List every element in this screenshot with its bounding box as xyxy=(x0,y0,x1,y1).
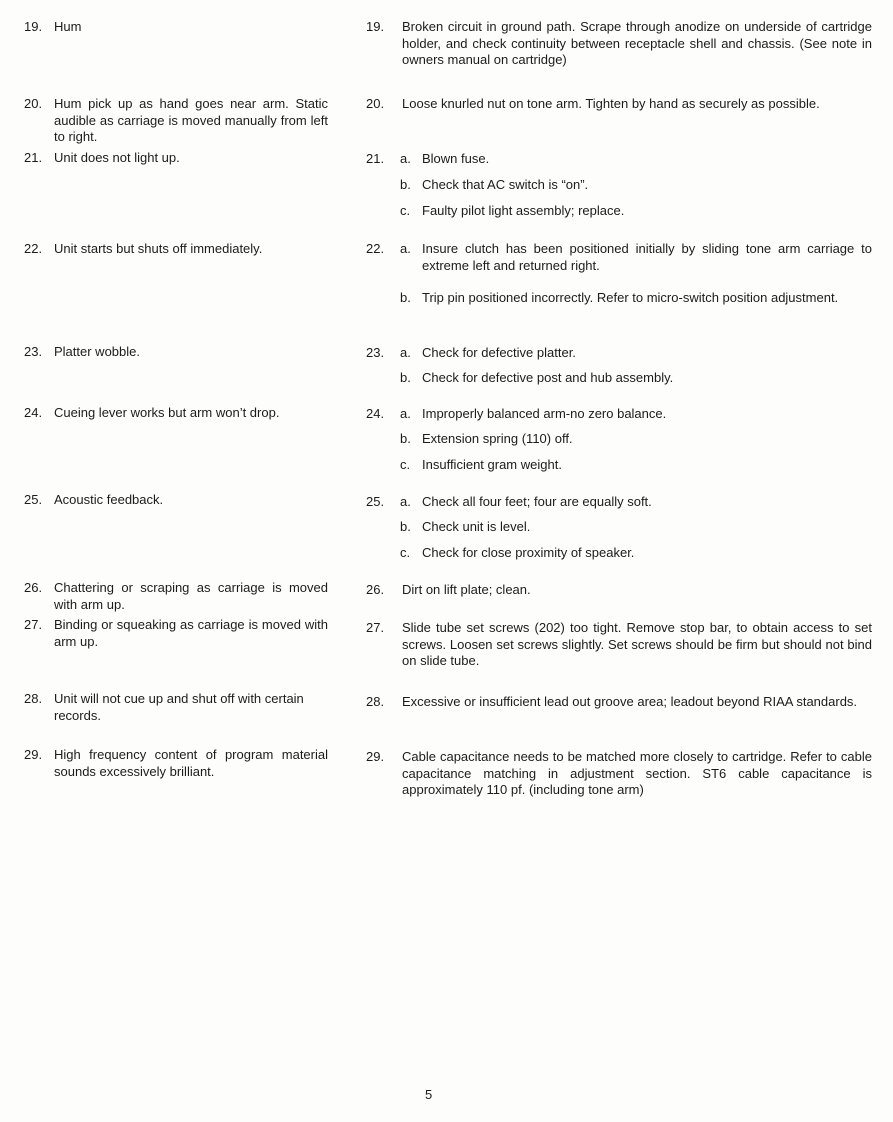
sub-letter: b. xyxy=(400,290,411,305)
remedy-text: Excessive or insufficient lead out groove area; leadout beyond RIAA standards. xyxy=(402,694,858,709)
remedy-text: Improperly balanced arm-no zero balance. xyxy=(422,406,667,421)
sub-letter: a. xyxy=(400,406,411,421)
trouble-text: Unit will not cue up and shut off with certain records. xyxy=(54,691,304,723)
trouble-25 xyxy=(24,492,328,509)
remedy-22a xyxy=(366,241,872,274)
trouble-text: Cueing lever works but arm won’t drop. xyxy=(54,405,280,420)
remedy-text: Extension spring (110) off. xyxy=(422,431,573,446)
remedy-text: Cable capacitance needs to be matched more closely to cartridge. Refer to cable capacitance matching in adjustment section. ST6 cable capacitance is approximately 110 pf. (including tone arm) xyxy=(402,749,872,797)
remedy-23a xyxy=(366,345,872,362)
remedy-text: Check for close proximity of speaker. xyxy=(422,545,635,560)
item-number: 24. xyxy=(24,405,43,420)
remedy-25c xyxy=(366,545,872,562)
item-number: 25. xyxy=(366,494,385,509)
remedy-24b xyxy=(366,431,872,448)
trouble-text: Unit starts but shuts off immediately. xyxy=(54,241,263,256)
sub-letter: a. xyxy=(400,345,411,360)
trouble-text: Unit does not light up. xyxy=(54,150,180,165)
trouble-23 xyxy=(24,344,328,361)
item-number: 24. xyxy=(366,406,385,421)
sub-letter: b. xyxy=(400,177,411,192)
sub-letter: a. xyxy=(400,494,411,509)
remedy-text: Check for defective post and hub assembly. xyxy=(422,370,674,385)
remedy-25a xyxy=(366,494,872,511)
remedy-25b xyxy=(366,519,872,536)
remedy-21a xyxy=(366,151,872,168)
trouble-22 xyxy=(24,241,328,258)
remedy-19 xyxy=(366,19,872,69)
item-number: 28. xyxy=(24,691,43,706)
item-number: 23. xyxy=(24,344,43,359)
item-number: 22. xyxy=(24,241,43,256)
remedy-20 xyxy=(366,96,872,113)
item-number: 25. xyxy=(24,492,43,507)
item-number: 21. xyxy=(366,151,385,166)
remedy-24c xyxy=(366,457,872,474)
sub-letter: c. xyxy=(400,457,411,472)
item-number: 28. xyxy=(366,694,385,709)
remedy-text: Blown fuse. xyxy=(422,151,490,166)
trouble-text: High frequency content of program material sounds excessively brilliant. xyxy=(54,747,328,779)
trouble-text: Platter wobble. xyxy=(54,344,140,359)
remedy-21c xyxy=(366,203,872,220)
remedy-text: Insufficient gram weight. xyxy=(422,457,562,472)
trouble-text: Hum xyxy=(54,19,82,34)
remedy-text: Check for defective platter. xyxy=(422,345,576,360)
item-number: 29. xyxy=(24,747,43,762)
trouble-21 xyxy=(24,150,328,167)
remedy-text: Trip pin positioned incorrectly. Refer to micro-switch position adjustment. xyxy=(422,290,839,305)
remedy-29 xyxy=(366,749,872,799)
trouble-text: Acoustic feedback. xyxy=(54,492,164,507)
item-number: 20. xyxy=(366,96,385,111)
remedy-text: Broken circuit in ground path. Scrape through anodize on underside of cartridge holder, and check continuity between receptacle shell and chassis. (See note in owners manual on cartridge) xyxy=(402,19,872,67)
item-number: 19. xyxy=(366,19,385,34)
trouble-28 xyxy=(24,691,328,724)
trouble-29 xyxy=(24,747,328,780)
remedy-22b xyxy=(366,290,872,307)
item-number: 22. xyxy=(366,241,385,256)
remedy-text: Loose knurled nut on tone arm. Tighten by hand as securely as possible. xyxy=(402,96,820,111)
remedy-27 xyxy=(366,620,872,670)
item-number: 27. xyxy=(24,617,43,632)
sub-letter: c. xyxy=(400,203,411,218)
remedy-23b xyxy=(366,370,872,387)
trouble-24 xyxy=(24,405,328,422)
remedy-26 xyxy=(366,582,872,599)
remedy-text: Check all four feet; four are equally soft. xyxy=(422,494,652,509)
item-number: 20. xyxy=(24,96,43,111)
item-number: 29. xyxy=(366,749,385,764)
sub-letter: b. xyxy=(400,370,411,385)
remedy-text: Insure clutch has been positioned initially by sliding tone arm carriage to extreme left and returned right. xyxy=(422,241,872,273)
remedy-text: Dirt on lift plate; clean. xyxy=(402,582,531,597)
remedy-24a xyxy=(366,406,872,423)
remedy-text: Slide tube set screws (202) too tight. Remove stop bar, to obtain access to set screws. Loosen set screws slightly. Set screws should be firm but should not bind on slide tube. xyxy=(402,620,872,668)
trouble-20 xyxy=(24,96,328,146)
item-number: 27. xyxy=(366,620,385,635)
sub-letter: c. xyxy=(400,545,411,560)
trouble-text: Chattering or scraping as carriage is moved with arm up. xyxy=(54,580,328,612)
trouble-19 xyxy=(24,19,328,36)
remedy-21b xyxy=(366,177,872,194)
remedy-text: Faulty pilot light assembly; replace. xyxy=(422,203,625,218)
sub-letter: b. xyxy=(400,431,411,446)
sub-letter: a. xyxy=(400,151,411,166)
trouble-text: Hum pick up as hand goes near arm. Static audible as carriage is moved manually from left to right. xyxy=(54,96,328,144)
item-number: 19. xyxy=(24,19,43,34)
sub-letter: a. xyxy=(400,241,411,256)
remedy-28 xyxy=(366,694,872,711)
trouble-26 xyxy=(24,580,328,613)
item-number: 26. xyxy=(24,580,43,595)
sub-letter: b. xyxy=(400,519,411,534)
page-number: 5 xyxy=(425,1087,433,1102)
item-number: 26. xyxy=(366,582,385,597)
trouble-27 xyxy=(24,617,328,650)
item-number: 23. xyxy=(366,345,385,360)
remedy-text: Check unit is level. xyxy=(422,519,531,534)
remedy-text: Check that AC switch is “on”. xyxy=(422,177,589,192)
item-number: 21. xyxy=(24,150,43,165)
trouble-text: Binding or squeaking as carriage is moved with arm up. xyxy=(54,617,328,649)
